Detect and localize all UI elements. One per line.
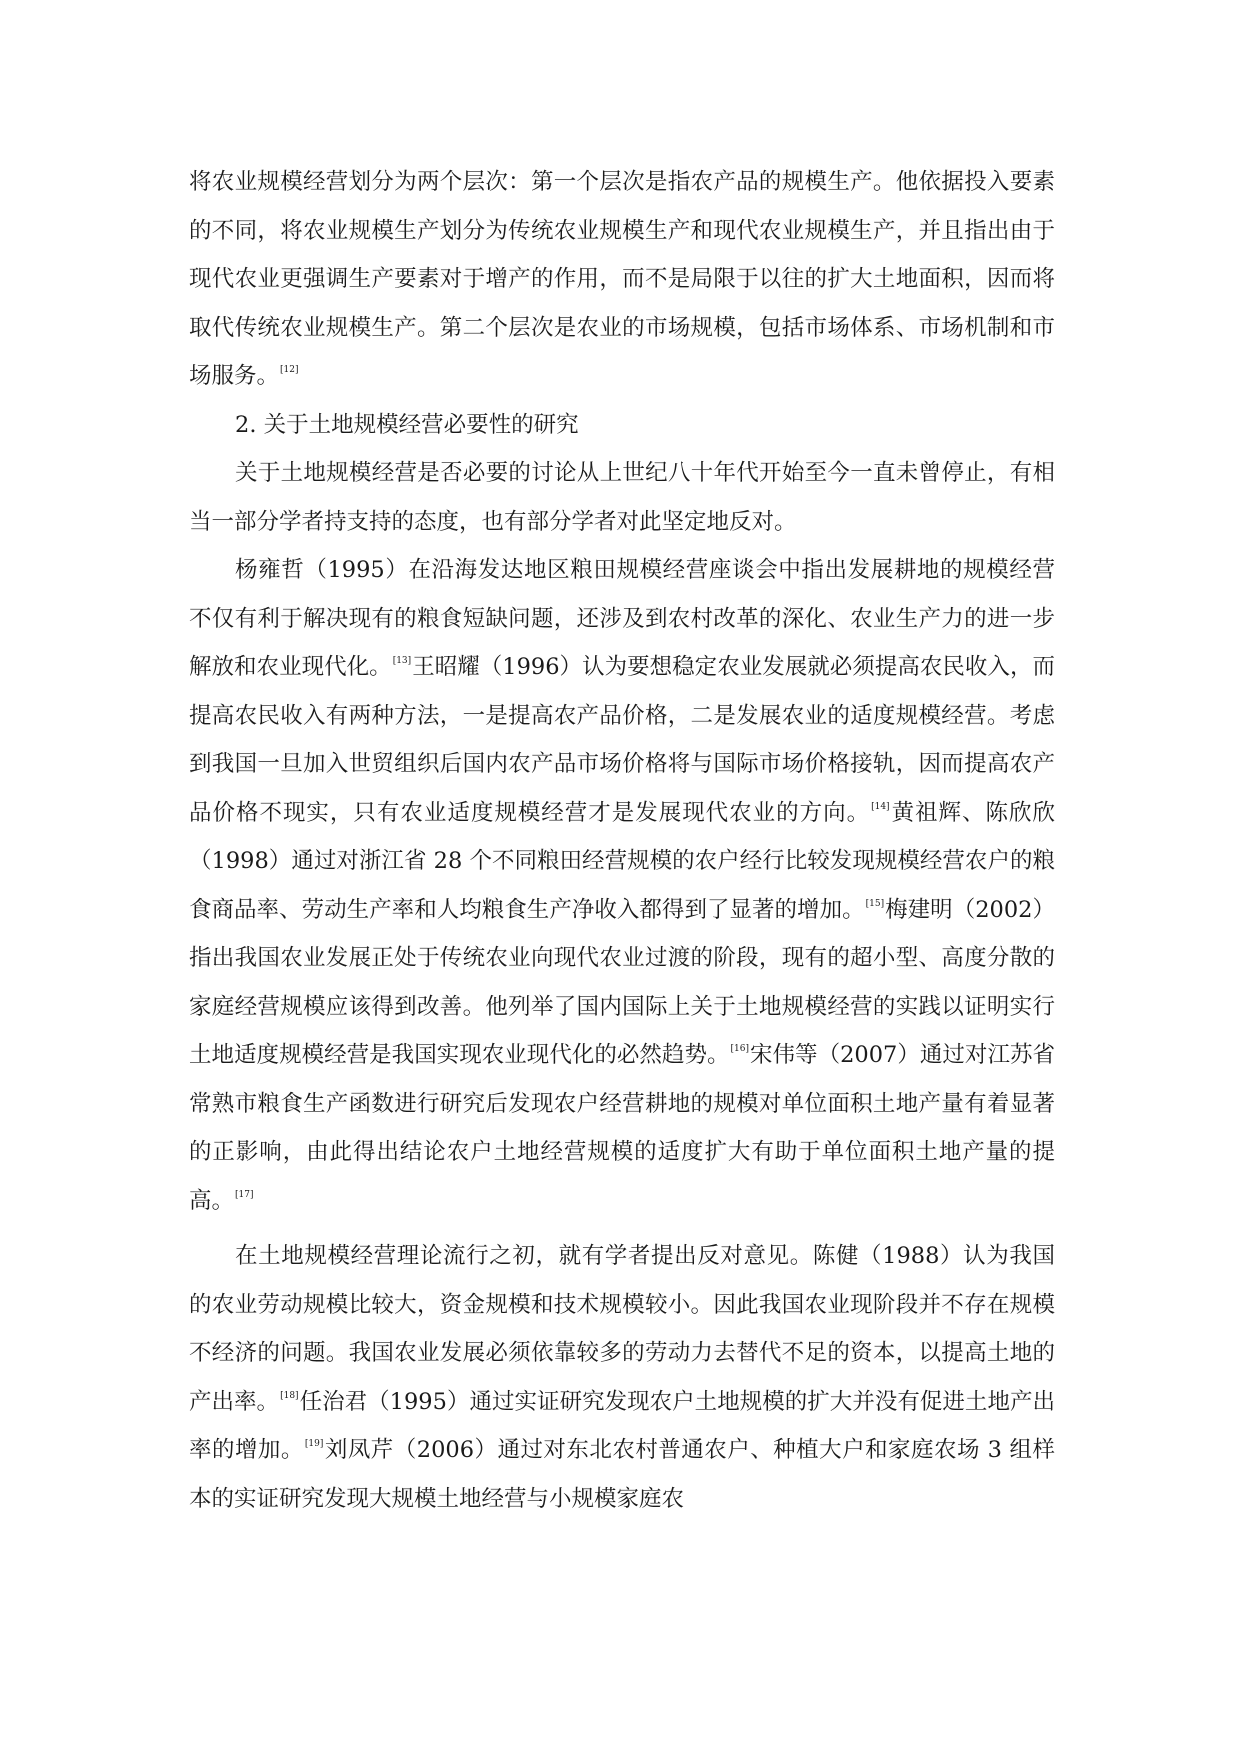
text-run: 黄祖辉、陈欣欣（1998）通过对浙江省 28 个不同粮田经营规模的农户经行比较发现规模经营农户的粮食商品率、劳动生产率和人均粮食生产净收入都得到了显著的增加。 — [189, 799, 1055, 923]
citation-marker: [14] — [871, 801, 890, 812]
text-run: 关于土地规模经营是否必要的讨论从上世纪八十年代开始至今一直未曾停止，有相当一部分学者持支持的态度，也有部分学者对此坚定地反对。 — [189, 460, 1055, 535]
text-run: 将农业规模经营划分为两个层次：第一个层次是指农产品的规模生产。他依据投入要素的不同，将农业规模生产划分为传统农业规模生产和现代农业规模生产，并且指出由于现代农业更强调生产要素对于增产的作用，而不是局限于以往的扩大土地面积，因而将取代传统农业规模生产。第二个层次是农业的市场规模，包括市场体系、市场机制和市场服务。 — [189, 169, 1055, 389]
paragraph — [189, 158, 1055, 401]
text-run: 任治君（1995）通过实证研究发现农户土地规模的扩大并没有促进土地产出率的增加。 — [189, 1388, 1055, 1463]
text-run: 杨雍哲（1995）在沿海发达地区粮田规模经营座谈会中指出发展耕地的规模经营不仅有利于解决现有的粮食短缺问题，还涉及到农村改革的深化、农业生产力的进一步解放和农业现代化。 — [189, 557, 1055, 680]
citation-marker: [12] — [280, 365, 299, 375]
paragraph — [189, 449, 1055, 546]
citation-marker: [18] — [280, 1390, 299, 1401]
text-run: 2. 关于土地规模经营必要性的研究 — [235, 411, 579, 438]
citation-marker: [17] — [235, 1189, 254, 1200]
text-run: 王昭耀（1996）认为要想稳定农业发展就必须提高农民收入，而提高农民收入有两种方法，一是提高农产品价格，二是发展农业的适度规模经营。考虑到我国一旦加入世贸组织后国内农产品市场价格将与国际市场价格接轨，因而提高农产品价格不现实，只有农业适度规模经营才是发展现代农业的方向。 — [189, 654, 1055, 826]
text-run: 梅建明（2002）指出我国农业发展正处于传统农业向现代农业过渡的阶段，现有的超小型、高度分散的家庭经营规模应该得到改善。他列举了国内国际上关于土地规模经营的实践以证明实行土地适度规模经营是我国实现农业现代化的必然趋势。 — [189, 896, 1055, 1068]
paragraph — [189, 401, 1055, 450]
citation-marker: [13] — [392, 656, 412, 666]
text-run: 在土地规模经营理论流行之初，就有学者提出反对意见。陈健（1988）认为我国的农业劳动规模比较大，资金规模和技术规模较小。因此我国农业现阶段并不存在规模不经济的问题。我国农业发展必须依靠较多的劳动力去替代不足的资本，以提高土地的产出率。 — [189, 1243, 1055, 1415]
citation-marker: [19] — [304, 1439, 324, 1449]
paragraph — [189, 546, 1055, 1225]
body-text — [189, 158, 1055, 1523]
text-run: 刘凤芹（2006）通过对东北农村普通农户、种植大户和家庭农场 3 组样本的实证研究发现大规模土地经营与小规模家庭农 — [189, 1437, 1055, 1512]
citation-marker: [16] — [730, 1044, 749, 1054]
citation-marker: [15] — [865, 898, 885, 909]
text-run: 宋伟等（2007）通过对江苏省常熟市粮食生产函数进行研究后发现农户经营耕地的规模对单位面积土地产量有着显著的正影响，由此得出结论农户土地经营规模的适度扩大有助于单位面积土地产量的提高。 — [189, 1042, 1055, 1214]
paragraph — [189, 1232, 1055, 1523]
